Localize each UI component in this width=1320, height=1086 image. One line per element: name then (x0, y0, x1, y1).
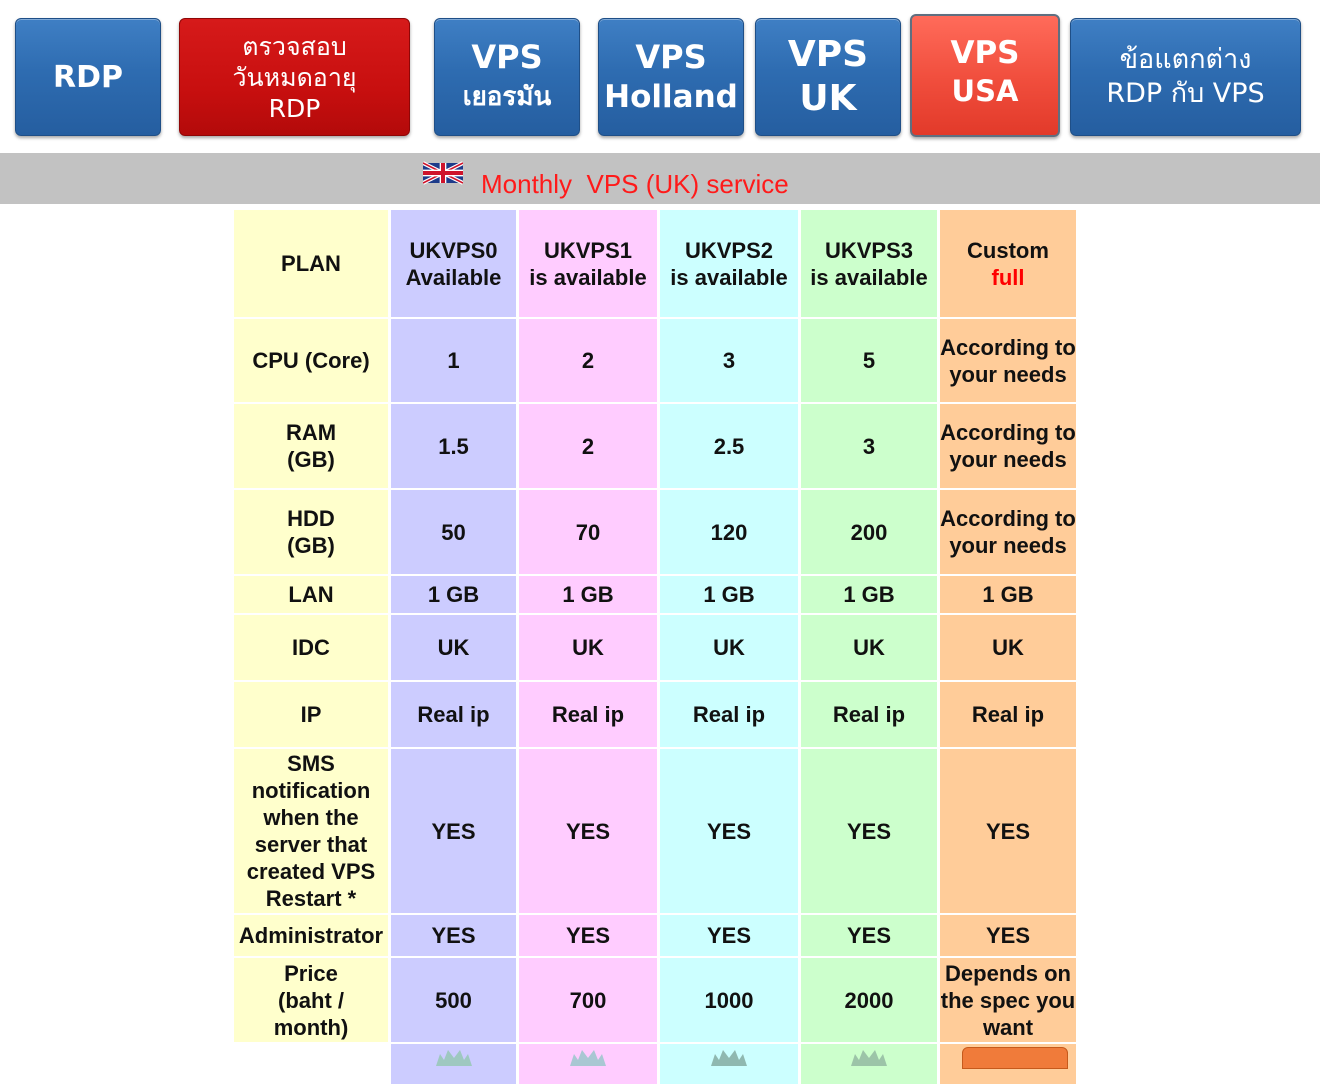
table-cell: 1 GB (391, 576, 516, 613)
table-cell: 1 (391, 319, 516, 402)
table-cell: According to your needs (940, 490, 1076, 574)
order-button-ukvps2[interactable] (660, 1044, 798, 1084)
order-badge-icon (847, 1046, 891, 1066)
nav-rdp-button[interactable] (15, 18, 161, 136)
plan-header-ukvps1 (519, 210, 657, 317)
table-cell: 3 (801, 404, 937, 488)
table-cell: 3 (660, 319, 798, 402)
row-label-cpu: CPU (Core) (234, 319, 388, 402)
row-label-lan: LAN (234, 576, 388, 613)
table-row (234, 576, 1076, 613)
row-label-line: (GB) (287, 533, 335, 558)
table-cell: 1 GB (801, 576, 937, 613)
row-label-administrator: Administrator (234, 915, 388, 956)
order-badge-icon (566, 1046, 610, 1066)
order-button-ukvps3[interactable] (801, 1044, 937, 1084)
table-cell: 1.5 (391, 404, 516, 488)
table-cell: 2 (519, 404, 657, 488)
table-cell: Real ip (660, 682, 798, 747)
table-cell: YES (660, 915, 798, 956)
table-row (234, 319, 1076, 402)
table-row (234, 1044, 1076, 1084)
row-label-line: HDD (287, 506, 335, 531)
row-label-hdd (234, 490, 388, 574)
table-cell: 1 GB (940, 576, 1076, 613)
price-cell: 1000 (660, 958, 798, 1042)
plan-status: Available (405, 264, 502, 290)
nav-vps-uk-line1: VPS (787, 34, 869, 75)
nav-diff-line1: ข้อแตกต่าง (1119, 44, 1252, 75)
nav-check-line3: RDP (268, 93, 321, 123)
table-cell: YES (801, 749, 937, 913)
table-cell: 50 (391, 490, 516, 574)
table-cell: 200 (801, 490, 937, 574)
table-row (234, 404, 1076, 488)
plan-name: Custom (967, 237, 1049, 263)
table-cell: Real ip (940, 682, 1076, 747)
nav-vps-holland-line1: VPS (635, 38, 707, 76)
plan-name: UKVPS0 (409, 237, 498, 263)
table-cell: UK (519, 615, 657, 680)
plan-header-ukvps0 (391, 210, 516, 317)
table-cell: YES (940, 915, 1076, 956)
order-button-custom[interactable] (940, 1044, 1076, 1084)
price-cell: Depends on the spec you want (940, 958, 1076, 1042)
nav-check-expiry-button[interactable] (179, 18, 410, 136)
table-row (234, 210, 1076, 317)
row-label-line: (GB) (287, 447, 335, 472)
table-row (234, 682, 1076, 747)
table-cell: YES (940, 749, 1076, 913)
table-cell: UK (391, 615, 516, 680)
nav-vps-holland-line2: Holland (604, 79, 738, 115)
table-cell: 70 (519, 490, 657, 574)
order-button-ukvps1[interactable] (519, 1044, 657, 1084)
table-cell: UK (940, 615, 1076, 680)
row-label-ip: IP (234, 682, 388, 747)
nav-vps-uk-line2: UK (799, 78, 857, 119)
row-label-ram (234, 404, 388, 488)
table-cell: According to your needs (940, 404, 1076, 488)
table-cell: According to your needs (940, 319, 1076, 402)
nav-vps-germany-line1: VPS (471, 38, 543, 76)
plan-header-ukvps2 (660, 210, 798, 317)
table-cell: 5 (801, 319, 937, 402)
uk-flag-icon (423, 158, 463, 188)
row-label-line: month) (273, 1014, 349, 1040)
plan-name: UKVPS2 (684, 237, 774, 263)
table-cell: UK (660, 615, 798, 680)
nav-rdp-vs-vps-button[interactable] (1070, 18, 1301, 136)
nav-rdp-label: RDP (53, 59, 123, 95)
plan-status: is available (670, 264, 788, 290)
plan-name: UKVPS3 (824, 237, 914, 263)
table-cell: YES (801, 915, 937, 956)
table-row (234, 958, 1076, 1042)
nav-vps-germany-line2: เยอรมัน (462, 82, 552, 112)
table-row (234, 490, 1076, 574)
table-cell: 1 GB (519, 576, 657, 613)
page-title: Monthly VPS (UK) service (481, 169, 789, 199)
plan-status: is available (529, 264, 647, 290)
nav-check-line2: วันหมดอายุ (232, 62, 357, 92)
nav-vps-usa-line1: VPS (950, 35, 1020, 71)
table-cell: YES (660, 749, 798, 913)
plan-name: UKVPS1 (543, 237, 633, 263)
plan-header-ukvps3 (801, 210, 937, 317)
row-label-line: (baht / (278, 987, 344, 1013)
nav-vps-usa-button[interactable] (910, 14, 1060, 137)
order-badge-icon (707, 1046, 751, 1066)
table-row (234, 915, 1076, 956)
nav-diff-line2: RDP กับ VPS (1106, 78, 1265, 109)
price-cell: 700 (519, 958, 657, 1042)
order-badge-icon (432, 1046, 476, 1066)
row-label-idc: IDC (234, 615, 388, 680)
plan-header-custom (940, 210, 1076, 317)
table-cell: YES (391, 749, 516, 913)
price-cell: 500 (391, 958, 516, 1042)
contact-badge-icon (962, 1047, 1068, 1069)
row-label-sms: SMS notification when the server that created VPS Restart * (234, 749, 388, 913)
table-row (234, 615, 1076, 680)
plan-status-full: full (991, 264, 1025, 290)
nav-vps-uk-button[interactable] (755, 18, 901, 136)
vps-plans-table (231, 208, 1079, 1086)
table-cell: Real ip (801, 682, 937, 747)
row-label-line: Price (284, 960, 338, 986)
price-cell: 2000 (801, 958, 937, 1042)
top-nav (0, 0, 1320, 150)
table-cell: UK (801, 615, 937, 680)
row-label-price (234, 958, 388, 1042)
nav-check-line1: ตรวจสอบ (242, 31, 347, 61)
table-cell: 2.5 (660, 404, 798, 488)
order-button-ukvps0[interactable] (391, 1044, 516, 1084)
table-cell: YES (391, 915, 516, 956)
table-cell: 1 GB (660, 576, 798, 613)
table-cell: YES (519, 915, 657, 956)
table-cell: 120 (660, 490, 798, 574)
table-cell: YES (519, 749, 657, 913)
nav-vps-germany-button[interactable] (434, 18, 580, 136)
nav-vps-usa-line2: USA (951, 74, 1019, 108)
nav-vps-holland-button[interactable] (598, 18, 744, 136)
row-label-line: RAM (285, 420, 337, 445)
plan-status: is available (810, 264, 928, 290)
row-label-plan: PLAN (234, 210, 388, 317)
table-cell: 2 (519, 319, 657, 402)
empty-cell (234, 1044, 388, 1084)
table-row (234, 749, 1076, 913)
table-cell: Real ip (519, 682, 657, 747)
table-cell: Real ip (391, 682, 516, 747)
